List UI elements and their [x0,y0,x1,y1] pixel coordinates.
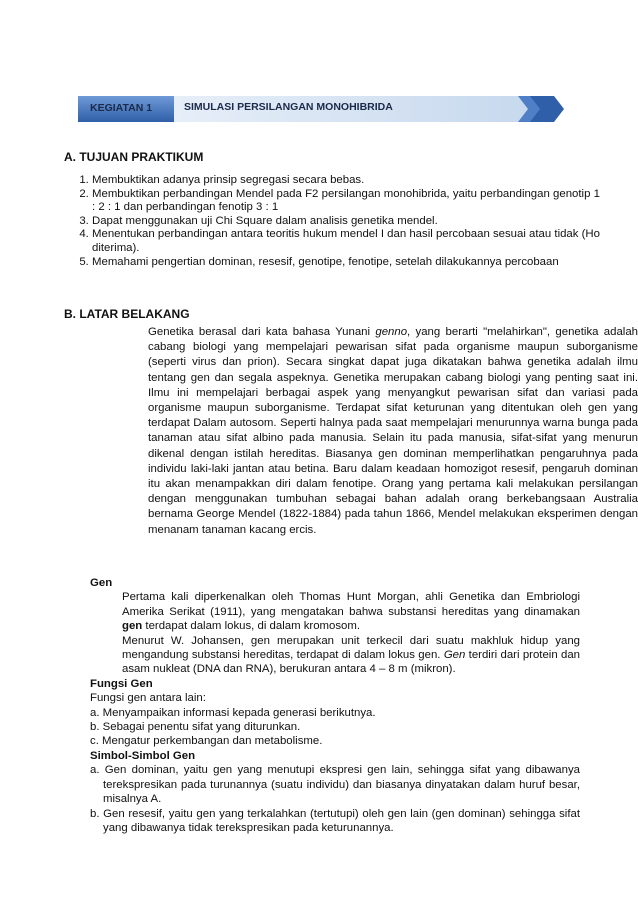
gen-heading: Gen [90,577,113,589]
paragraph-text: Pertama kali diperkenalkan oleh Thomas Hunt Morgan, ahli Genetika dan Embriologi Amerika Serikat (1911), yang mengatakan bahwa substansi hereditas yang dinamakan [122,591,580,618]
bold-term: gen [122,620,143,633]
list-item: 4. Menentukan perbandingan antara teoritis hukum mendel I dan hasil percobaan sesuai atau tidak (Ho diterima). [92,228,600,255]
list-item: 2. Membuktikan perbandingan Mendel pada F2 persilangan monohibrida, yaitu perbandingan genotip 1 : 2 : 1 dan perbandingan fenotip 3 : 1 [92,188,600,215]
activity-label: KEGIATAN 1 [90,102,153,114]
list-item: a. Menyampaikan informasi kepada generasi berikutnya. [90,706,376,719]
list-item: a. Gen dominan, yaitu gen yang menutupi ekspresi gen lain, sehingga sifat yang dibawanya terekspresikan pada turunannya (suatu individu) dan biasanya dinyatakan dalam huruf besar, misalnya A. [90,764,580,806]
activity-banner [78,92,570,124]
italic-term: genno [375,326,408,338]
activity-title: SIMULASI PERSILANGAN MONOHIBRIDA [184,101,393,113]
section-b-title: B. LATAR BELAKANG [64,307,190,321]
list-item: c. Mengatur perkembangan dan metabolisme. [90,735,323,748]
list-item: b. Gen resesif, yaitu gen yang terkalahkan (tertutupi) oleh gen lain (gen dominan) sehingga sifat yang dibawanya tidak terekspresikan pada keturunannya. [90,807,580,834]
paragraph-text: Menurut W. Johansen, gen merupakan unit terkecil dari suatu makhluk hidup yang mengandung substansi hereditas, terdapat di dalam lokus gen. [122,634,580,662]
paragraph-text: terdiri dari protein dan asam nukleat (DNA dan RNA), berukuran antara 4 – 8 m (mikron). [122,649,581,676]
fungsi-intro: Fungsi gen antara lain: [90,692,206,705]
paragraph-text: , yang berarti "melahirkan", genetika adalah cabang biologi yang mempelajari pewarisan sifat pada organisme maupun suborganisme (seperti virus dan prion). Secara singkat dapat juga dikatakan bahwa genetika adalah ilmu tentang gen dan segala aspeknya. Genetika merupakan cabang biologi yang penting saat ini. Ilmu ini mempelajari berbagai aspek yang menyangkut pewarisan sifat dan variasi pada organisme maupun suborganisme. Terdapat sifat keturunan yang ditentukan oleh gen yang terdapat Dalam autosom. Seperti halnya pada saat mempelajari menurunnya warna bunga pada tanaman atau sifat albino pada manusia. Selain itu pada manusia, sifat-sifat yang menurun dikenal dengan istilah hereditas. Biasanya gen dominan memperlihatkan pengaruhnya pada individu laki-laki jantan atau betina. Baru dalam keadaan homozigot resesif, pengaruh dominan itu akan menampakkan diri dalam fenotipe. Orang yang pertama kali melakukan persilangan dengan menggunakan tumbuhan sebagai bahan adalah orang berkebangsaan Australia bernama George Mendel (1822-1884) pada tahun 1866, Mendel melakukan eksperimen dengan menanam tanaman kacang ercis. [148,326,638,536]
simbol-heading: Simbol-Simbol Gen [90,749,196,762]
list-item: 3. Dapat menggunakan uji Chi Square dalam analisis genetika mendel. [92,215,600,229]
paragraph-text: terdapat dalam lokus, di dalam kromosom. [142,620,361,633]
gen-paragraph-1 [90,590,580,633]
section-a-title: A. TUJUAN PRAKTIKUM [64,150,204,164]
italic-term: Gen [443,649,466,662]
fungsi-heading: Fungsi Gen [90,677,153,690]
list-item: 1. Membuktikan adanya prinsip segregasi secara bebas. [92,174,600,188]
objectives-list [72,174,600,269]
paragraph-text: Genetika berasal dari kata bahasa Yunani [148,326,376,338]
list-item: b. Sebagai penentu sifat yang diturunkan. [90,721,301,734]
gen-paragraph-2 [90,634,580,677]
list-item: 5. Memahami pengertian dominan, resesif, genotipe, fenotipe, setelah dilakukannya percobaan [92,256,600,270]
background-paragraph [90,325,638,538]
gen-block [90,576,580,835]
